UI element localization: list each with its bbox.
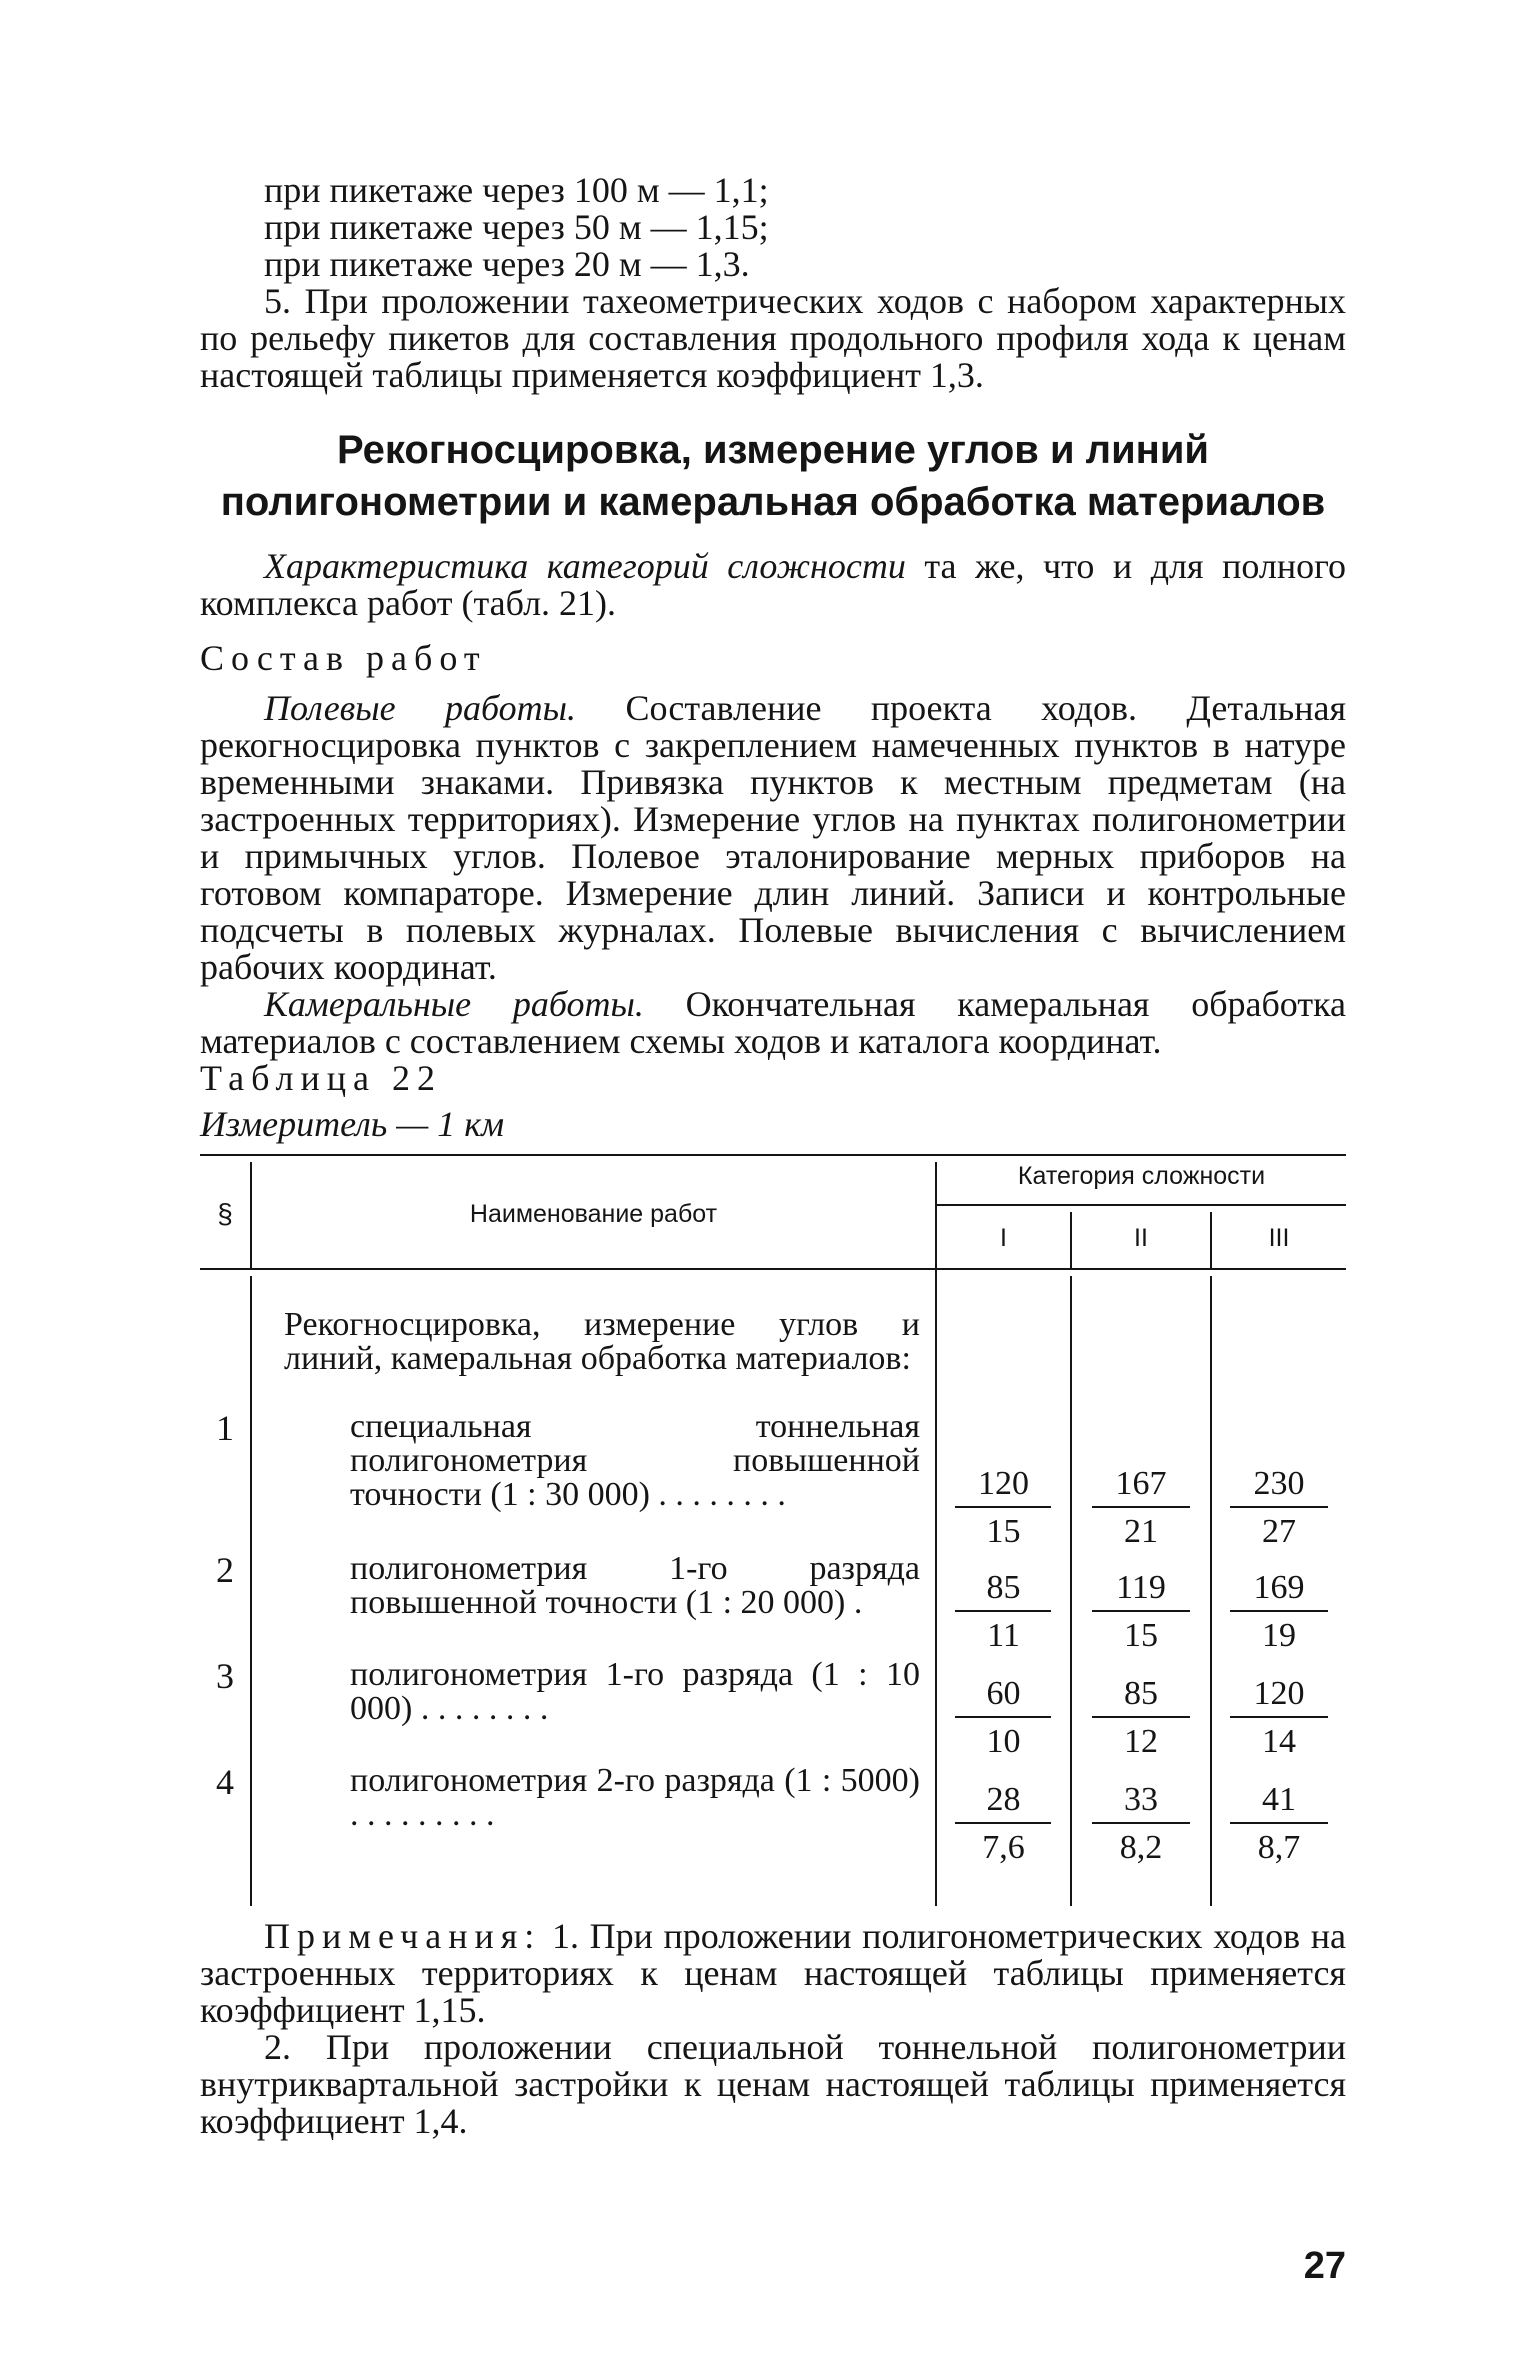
field-works-paragraph — [200, 690, 1346, 1060]
row-name: специальная тоннельная полигонометрия повышенной точности (1 : 30 000) . . . . . . . . — [350, 1408, 920, 1513]
row-number: 2 — [216, 1550, 234, 1590]
value-bottom: 14 — [1262, 1723, 1296, 1760]
fraction-line — [1092, 1610, 1190, 1612]
fraction-line — [955, 1822, 1051, 1824]
value-top: 120 — [1253, 1675, 1305, 1712]
meter-caption — [200, 1106, 1346, 1143]
value-bottom: 21 — [1124, 1513, 1158, 1550]
intro-line: при пикетаже через 100 м — 1,1; — [264, 170, 769, 210]
fraction-line — [955, 1716, 1051, 1718]
value-top: 120 — [978, 1465, 1029, 1502]
value-bottom: 19 — [1262, 1617, 1296, 1654]
table-caption — [200, 1060, 1346, 1097]
row-name: полигонометрия 1-го разряда (1 : 10 000) . . . . . . . . — [350, 1656, 920, 1727]
section-title-line1: Рекогносцировка, измерение углов и линий — [336, 428, 1210, 472]
note-1: 1. При проложении полигонометрических ходов на застроенных территориях к ценам настоящей таблицы применяется коэффициент 1,15. — [200, 1916, 1346, 2030]
characteristic-paragraph — [200, 548, 1346, 622]
field-works-text: Составление проекта ходов. Детальная рекогносцировка пунктов с закреплением намеченных пунктов в натуре временными знаками. Привязка пунктов к местным предметам (на застроенных территориях). Измерение углов на пунктах полигонометрии и примычных углов. Полевое эталонирование мерных приборов на готовом компараторе. Измерение длин линий. Записи и контрольные подсчеты в полевых журналах. Полевые вычисления с вычислением рабочих координат. — [200, 688, 1346, 987]
intro-line: при пикетаже через 50 м — 1,15; — [264, 207, 769, 247]
value-top: 28 — [986, 1781, 1021, 1818]
value-bottom: 12 — [1124, 1723, 1158, 1760]
header-category: Категория сложности — [1017, 1162, 1266, 1190]
value-top: 60 — [986, 1675, 1021, 1712]
header-col-1: I — [1000, 1224, 1007, 1252]
value-bottom: 10 — [986, 1723, 1021, 1760]
value-bottom: 15 — [986, 1513, 1021, 1550]
fraction-line — [955, 1610, 1051, 1612]
value-bottom: 15 — [1124, 1617, 1158, 1654]
section-heading — [200, 424, 1346, 528]
value-bottom: 11 — [987, 1617, 1020, 1654]
value-top: 33 — [1124, 1781, 1158, 1818]
fraction-line — [1230, 1716, 1328, 1718]
header-name: Наименование работ — [469, 1200, 718, 1228]
composition-heading: Состав работ — [200, 638, 487, 678]
fraction-line — [1230, 1506, 1328, 1508]
row-name: полигонометрия 2-го разряда (1 : 5000) . . . . . . . . . — [350, 1762, 920, 1833]
value-bottom: 8,2 — [1119, 1829, 1163, 1866]
office-works-text: Окончательная камеральная обработка материалов с составлением схемы ходов и каталога координат. — [200, 984, 1346, 1061]
col-line — [250, 1276, 252, 1906]
notes-label: Примечания: — [264, 1916, 542, 1956]
fraction-line — [1092, 1822, 1190, 1824]
category-divider — [935, 1204, 1346, 1206]
table-header-rule — [200, 1268, 1346, 1270]
note-5-paragraph: 5. При проложении тахеометрических ходов с набором характерных по рельефу пикетов для составления продольного профиля хода к ценам настоящей таблицы применяется коэффициент 1,3. — [200, 281, 1346, 395]
work-table — [200, 1148, 1346, 1908]
row-name: полигонометрия 1-го разряда повышенной точности (1 : 20 000) . — [350, 1550, 920, 1621]
row-number: 3 — [216, 1656, 234, 1696]
value-bottom: 7,6 — [982, 1829, 1025, 1866]
value-bottom: 27 — [1262, 1513, 1296, 1550]
field-works-label: Полевые работы. — [264, 688, 577, 728]
characteristic-text: та же, что и для полного комплекса работ (табл. 21). — [200, 546, 1346, 623]
section-title-line2: полигонометрии и камеральная обработка материалов — [220, 480, 1326, 524]
header-col-2: II — [1134, 1224, 1148, 1252]
value-top: 41 — [1262, 1781, 1296, 1818]
intro-line: при пикетаже через 20 м — 1,3. — [264, 244, 750, 284]
meter-label: Измеритель — 1 км — [200, 1104, 505, 1144]
value-bottom: 8,7 — [1257, 1829, 1301, 1866]
fraction-line — [1230, 1610, 1328, 1612]
table-label: Таблица 22 — [200, 1058, 442, 1098]
value-top: 167 — [1115, 1465, 1167, 1502]
characteristic-label: Характеристика категорий сложности — [264, 546, 906, 586]
intro-block — [200, 172, 1346, 394]
header-col-3: III — [1268, 1224, 1290, 1252]
group-title: Рекогносцировка, измерение углов и линий, камеральная обработка материалов: — [284, 1306, 920, 1377]
fraction-line — [1092, 1716, 1190, 1718]
fraction-line — [1230, 1822, 1328, 1824]
page-number: 27 — [1303, 2245, 1346, 2287]
note-2: 2. При проложении специальной тоннельной полигонометрии внутриквартальной застройки к ценам настоящей таблицы применяется коэффициент 1,4. — [200, 2027, 1346, 2141]
value-top: 119 — [1116, 1569, 1166, 1606]
notes-block — [200, 1918, 1346, 2140]
fraction-line — [955, 1506, 1051, 1508]
table-top-rule — [200, 1154, 1346, 1156]
office-works-label: Камеральные работы. — [264, 984, 644, 1024]
header-section-sign: § — [217, 1198, 233, 1229]
value-top: 230 — [1253, 1465, 1305, 1502]
value-top: 85 — [1124, 1675, 1158, 1712]
row-number: 1 — [216, 1408, 234, 1448]
value-top: 85 — [986, 1569, 1021, 1606]
value-top: 169 — [1253, 1569, 1305, 1606]
row-number: 4 — [216, 1762, 234, 1802]
composition-heading-block — [200, 640, 1346, 677]
fraction-line — [1092, 1506, 1190, 1508]
